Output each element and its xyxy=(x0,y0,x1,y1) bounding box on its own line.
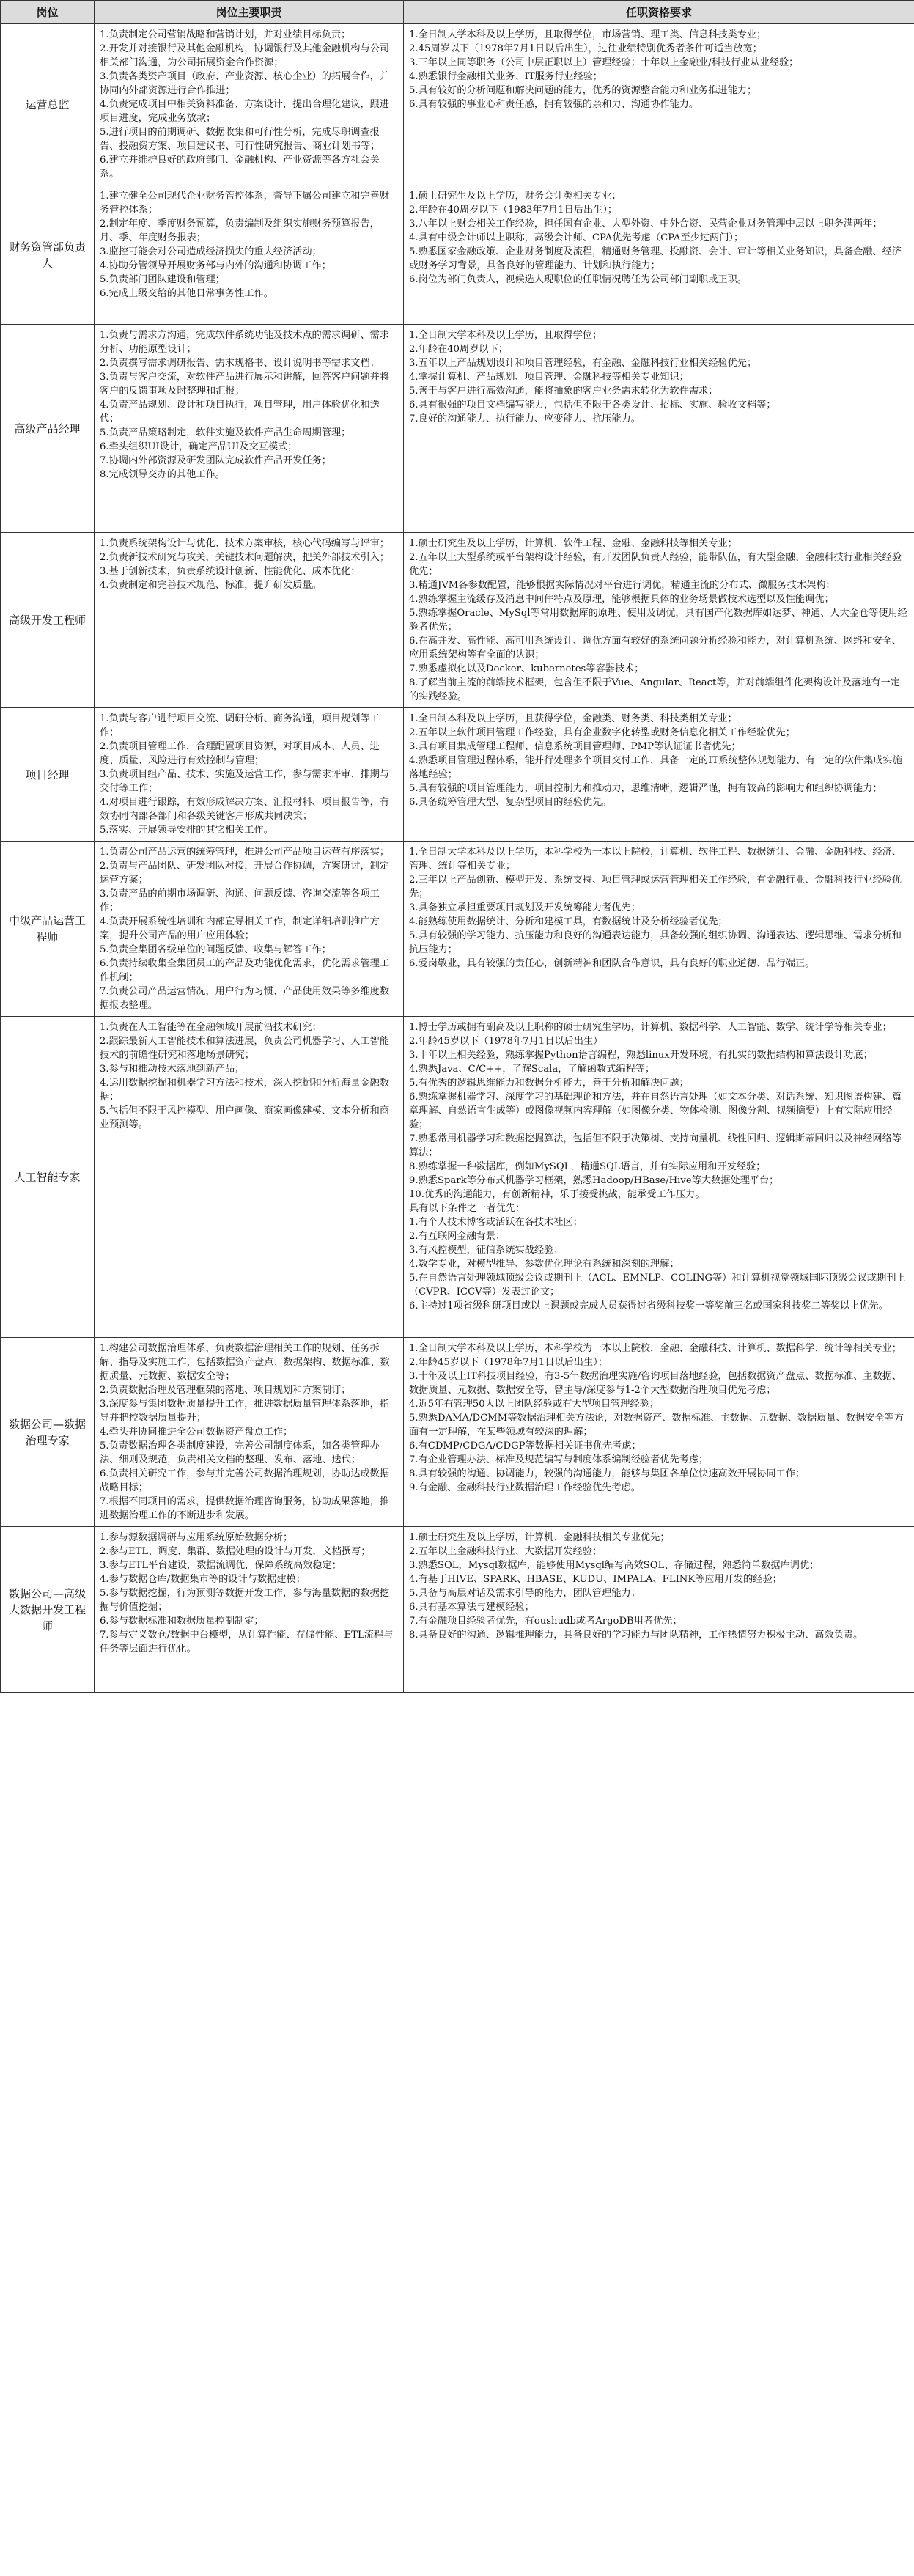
requirements-cell xyxy=(404,1017,914,1338)
duty-item: 4.对项目进行跟踪，有效形成解决方案、汇报材料、项目报告等，有效协同内部各部门和各级关键客户形成共同决策； xyxy=(100,797,390,822)
requirement-item: 4.熟练掌握主流缓存及消息中间件特点及原理，能够根据具体的业务场景做技术选型以及性能调优； xyxy=(409,594,834,605)
duty-item: 2.开发并对接银行及其他金融机构，协调银行及其他金融机构与公司相关部门沟通，为公司拓展资金合作资源； xyxy=(100,43,390,68)
requirement-item: 1.全日制本科及以上学历，且获得学位，金融类、财务类、科技类相关专业； xyxy=(409,713,737,724)
requirement-item: 1.全日制大学本科及以上学历，且取得学位； xyxy=(409,330,602,341)
duty-item: 5.落实、开展领导安排的其它相关工作。 xyxy=(100,825,273,836)
duty-item: 4.协助分管领导开展财务部与内外的沟通和协调工作； xyxy=(100,260,331,271)
requirement-item: 3.熟悉SQL，Mysql数据库，能够使用Mysql编写高效SQL、存储过程，熟悉简单数据库调优； xyxy=(409,1560,819,1571)
requirement-item: 3.具有项目集成管理工程师、信息系统项目管理师、PMP等认证证书者优先； xyxy=(409,741,741,752)
requirement-item: 1.全日制大学本科及以上学历，且取得学位，市场营销、理工类、信息科技类专业； xyxy=(409,29,767,40)
duty-item: 7.参与定义数仓/数据中台模型，从计算性能、存储性能、ETL流程与任务等层面进行优化。 xyxy=(100,1630,394,1655)
duty-item: 6.牵头组织UI设计，确定产品UI及交互模式； xyxy=(100,441,298,452)
requirement-item: 7.良好的沟通能力、执行能力、应变能力、抗压能力。 xyxy=(409,413,641,424)
position-cell: 高级开发工程师 xyxy=(1,533,95,708)
duty-item: 2.参与ETL、调度、集群、数据处理的设计与开发，文档撰写； xyxy=(100,1546,371,1557)
requirement-item: 4.熟悉Java、C/C++，了解Scala，了解函数式编程等； xyxy=(409,1064,655,1075)
requirements-cell xyxy=(404,708,914,842)
requirement-item: 3.五年以上产品规划设计和项目管理经验，有金融、金融科技行业相关经验优先； xyxy=(409,358,757,369)
requirement-item: 5.熟悉国家金融政策、企业财务制度及流程，精通财务管理、投融资、会计、审计等相关业务知识，具备金融、经济或财务学习背景，具备良好的管理能力、计划和执行能力； xyxy=(409,246,902,271)
duty-item: 3.负责与客户交流，对软件产品进行展示和讲解，回答客户问题并将客户的反馈事项及时整理和汇报； xyxy=(100,372,390,397)
duty-item: 5.包括但不限于风控模型、用户画像、商家画像建模、文本分析和商业预测等。 xyxy=(100,1105,390,1130)
requirement-item: 2.五年以上软件项目管理工作经验，具有企业数字化转型或财务信息化相关工作经验优先； xyxy=(409,727,795,738)
requirement-item: 6.岗位为部门负责人，视候选人现职位的任职情况聘任为公司部门副职或正职。 xyxy=(409,274,747,285)
position-cell: 中级产品运营工程师 xyxy=(1,842,95,1017)
duties-cell xyxy=(95,708,404,842)
header-requirements: 任职资格要求 xyxy=(404,1,914,24)
duty-item: 2.负责撰写需求调研报告、需求规格书、设计说明书等需求文档； xyxy=(100,358,380,369)
duty-item: 1.负责制定公司营销战略和营销计划，并对业绩目标负责； xyxy=(100,29,351,40)
position-cell: 运营总监 xyxy=(1,24,95,185)
requirement-item: 9.有金融、金融科技行业数据治理工作经验优先考虑。 xyxy=(409,1482,641,1493)
requirement-item: 7.熟悉虚拟化以及Docker、kubernetes等容器技术； xyxy=(409,663,644,674)
requirement-item: 3.十年以上相关经验，熟练掌握Python语言编程，熟悉linux开发环境，有扎实的数据结构和算法设计功底； xyxy=(409,1050,873,1061)
requirement-item: 4.掌握计算机、产品规划、项目管理、金融科技等相关专业知识； xyxy=(409,372,689,383)
requirement-item: 1.硕士研究生及以上学历，计算机、金融科技相关专业优先； xyxy=(409,1532,670,1543)
requirement-item: 4.数学专业，对模型推导、参数优化理论有系统和深刻的理解； xyxy=(409,1259,679,1270)
duty-item: 7.负责公司产品运营情况，用户行为习惯、产品使用效果等多维度数据报表整理。 xyxy=(100,986,390,1011)
requirement-item: 3.精通JVM各参数配置，能够根据实际情况对平台进行调优，精通主流的分布式、微服务技术架构； xyxy=(409,580,836,591)
requirement-item: 6.有CDMP/CDGA/CDGP等数据相关证书优先考虑； xyxy=(409,1440,641,1451)
requirements-cell xyxy=(404,533,914,708)
requirement-item: 2.三年以上产品创新、模型开发、系统支持、项目管理或运营管理相关工作经验，有金融行业、金融科技行业经验优先； xyxy=(409,875,902,899)
duty-item: 1.负责与需求方沟通，完成软件系统功能及技术点的需求调研、需求分析、功能原型设计； xyxy=(100,330,390,355)
table-row xyxy=(1,185,914,325)
requirement-item: 4.有基于HIVE、SPARK、HBASE、KUDU、IMPALA、FLINK等应用开发的经验； xyxy=(409,1574,782,1585)
duties-cell xyxy=(95,185,404,325)
requirement-item: 5.熟悉DAMA/DCMM等数据治理相关方法论，对数据资产、数据标准、主数据、元数据、数据质量、数据安全等方面有一定理解，在某些领域有较深的理解； xyxy=(409,1413,904,1438)
requirement-item: 4.熟悉银行金融相关业务、IT服务行业经验； xyxy=(409,71,602,82)
requirement-item: 7.有金融项目经验者优先，有oushudb或者ArgoDB用者优先； xyxy=(409,1616,682,1627)
duty-item: 5.负责部门团队建设和管理； xyxy=(100,274,225,285)
requirement-item: 5.有优秀的逻辑思维能力和数据分析能力，善于分析和解决问题； xyxy=(409,1078,689,1089)
table-row xyxy=(1,325,914,533)
duty-item: 5.进行项目的前期调研、数据收集和可行性分析，完成尽职调查报告、投融资方案、项目建议书、可行性研究报告、商业计划书等； xyxy=(100,127,380,152)
duty-item: 4.参与数据仓库/数据集市等的设计与数据建模； xyxy=(100,1574,306,1585)
requirement-item: 7.有企业管理办法、标准及规范编写与制度体系编制经验者优先考虑； xyxy=(409,1454,709,1465)
requirement-item: 5.善于与客户进行高效沟通，能将抽象的客户业务需求转化为软件需求； xyxy=(409,386,718,397)
duty-item: 3.基于创新技术，负责系统设计创新、性能优化、成本优化； xyxy=(100,566,361,577)
duty-item: 1.负责公司产品运营的统筹管理，推进公司产品项目运营有序落实； xyxy=(100,847,390,858)
requirement-item: 2.五年以上大型系统或平台架构设计经验，有开发团队负责人经验，能带队伍，有大型金融、金融科技行业相关经验优先； xyxy=(409,552,902,577)
duty-item: 4.负责制定和完善技术规范、标准，提升研发质量。 xyxy=(100,580,322,591)
duty-item: 3.深度参与集团数据质量提升工作，推进数据质量管理体系落地，指导并把控数据质量提升； xyxy=(100,1399,390,1424)
requirement-item: 2.年龄45岁以下（1978年7月1日以后出生） xyxy=(409,1036,603,1047)
requirement-item: 1.硕士研究生及以上学历，计算机、软件工程、金融、金融科技等相关专业； xyxy=(409,538,737,549)
requirement-item: 6.主持过1项省级科研项目或以上课题或完成人员获得过省级科技奖一等奖前三名或国家科技奖二等奖以上优先。 xyxy=(409,1300,888,1311)
requirement-item: 2.年龄45岁以下（1978年7月1日以后出生）； xyxy=(409,1357,608,1368)
requirement-item: 6.具有较强的事业心和责任感，拥有较强的亲和力、沟通协作能力。 xyxy=(409,99,699,110)
table-row xyxy=(1,24,914,185)
duty-item: 1.负责与客户进行项目交流、调研分析、商务沟通，项目规划等工作； xyxy=(100,713,380,738)
duty-item: 4.运用数据挖掘和机器学习方法和技术，深入挖掘和分析海量金融数据； xyxy=(100,1078,390,1103)
duty-item: 4.负责产品规划、设计和项目执行，项目管理，用户体验优化和迭代； xyxy=(100,400,380,424)
duty-item: 4.负责完成项目中相关资料准备、方案设计，提出合理化建议，跟进项目进度，完成业务放款； xyxy=(100,99,390,124)
requirement-item: 1.博士学历或拥有副高及以上职称的硕士研究生学历，计算机、数据科学、人工智能、数学、统计学等相关专业； xyxy=(409,1022,892,1033)
duty-item: 1.构建公司数据治理体系，负责数据治理相关工作的规划、任务拆解、指导及实施工作，包括数据资产盘点、数据架构、数据标准、数据质量、元数据、数据安全等； xyxy=(100,1343,390,1382)
requirement-item: 6.熟练掌握机器学习、深度学习的基础理论和方法，并在自然语言处理（如文本分类、对话系统、知识图谱构建、篇章理解、自然语言生成等）或图像视频内容理解（如图像分类、物体检测、图像分割、视频摘要）上有实际应用经验； xyxy=(409,1092,902,1130)
position-cell: 财务资管部负责人 xyxy=(1,185,95,325)
duty-item: 6.负责持续收集全集团员工的产品及功能优化需求，优化需求管理工作机制； xyxy=(100,958,390,983)
position-cell: 人工智能专家 xyxy=(1,1017,95,1338)
requirement-item: 2.年龄在40周岁以下； xyxy=(409,344,508,355)
requirement-item: 8.了解当前主流的前端技术框架，包含但不限于Vue、Angular、React等，并对前端组件化架构设计及落地有一定的实践经验。 xyxy=(409,677,900,702)
duty-item: 3.负责产品的前期市场调研、沟通、问题反馈、咨询交流等各项工作； xyxy=(100,888,380,913)
table-row xyxy=(1,1017,914,1338)
requirement-item: 3.十年及以上IT科技项目经验，有3-5年数据治理实施/咨询项目落地经验，包括数据资产盘点、数据标准、主数据、数据质量、元数据、数据安全等，曾主导/深度参与1-2个大型数据治理项目优先考虑； xyxy=(409,1371,902,1396)
requirement-item: 5.具有较好的分析问题和解决问题的能力，优秀的资源整合能力和业务推进能力； xyxy=(409,85,757,96)
duty-item: 5.负责全集团各级单位的问题反馈、收集与解答工作； xyxy=(100,944,331,955)
table-row xyxy=(1,708,914,842)
requirement-item: 7.熟悉常用机器学习和数据挖掘算法，包括但不限于决策树、支持向量机、线性回归、逻辑斯蒂回归以及神经网络等算法； xyxy=(409,1133,902,1158)
requirement-item: 1.有个人技术博客或活跃在各技术社区； xyxy=(409,1217,583,1228)
duty-item: 2.负责新技术研究与攻关，关键技术问题解决，把关外部技术引入； xyxy=(100,552,390,563)
requirement-item: 2.有互联网金融背景； xyxy=(409,1231,506,1242)
duty-item: 2.负责数据治理及管理框架的落地、项目规划和方案制订； xyxy=(100,1385,351,1396)
duties-cell xyxy=(95,24,404,185)
requirements-cell xyxy=(404,842,914,1017)
duty-item: 5.负责产品策略制定，软件实施及软件产品生命周期管理； xyxy=(100,427,351,438)
requirement-item: 3.具备独立承担重要项目规划及开发统筹能力者优先； xyxy=(409,902,641,913)
requirement-item: 6.爱岗敬业，具有较强的责任心，创新精神和团队合作意识，具有良好的职业道德、品行端正。 xyxy=(409,958,815,969)
requirement-item: 8.具备良好的沟通、逻辑推理能力，具备良好的学习能力与团队精神，工作热情努力积极主动、高效负责。 xyxy=(409,1630,863,1641)
duty-item: 3.监控可能会对公司造成经济损失的重大经济活动； xyxy=(100,246,322,257)
requirement-item: 4.能熟练使用数据统计、分析和建模工具，有数据统计及分析经验者优先； xyxy=(409,916,728,927)
duty-item: 6.建立并维护良好的政府部门、金融机构、产业资源等各方社会关系。 xyxy=(100,155,380,180)
duties-cell xyxy=(95,325,404,533)
position-cell: 数据公司—高级大数据开发工程师 xyxy=(1,1527,95,1693)
duty-item: 2.负责项目管理工作，合理配置项目资源，对项目成本、人员、进度、质量、风险进行有效控制与管理； xyxy=(100,741,380,766)
requirement-item: 8.熟练掌握一种数据库，例如MySQL，精通SQL语言，并有实际应用和开发经验； xyxy=(409,1161,766,1172)
duties-cell xyxy=(95,1017,404,1338)
table-body xyxy=(1,24,914,1693)
duty-item: 4.负责开展系统性培训和内部宣导相关工作，制定详细培训推广方案，提升公司产品的用户应用体验； xyxy=(100,916,380,941)
duty-item: 7.根据不同项目的需求，提供数据治理咨询服务，协助成果落地，推进数据治理工作的不断进步和发展。 xyxy=(100,1496,390,1521)
requirement-item: 具有以下条件之一者优先： xyxy=(409,1203,526,1214)
requirement-item: 6.具备统筹管理大型、复杂型项目的经验优先。 xyxy=(409,797,612,808)
position-cell: 数据公司—数据治理专家 xyxy=(1,1338,95,1527)
requirement-item: 4.近5年有管理50人以上团队经验或有大型项目管理经验； xyxy=(409,1399,660,1410)
requirement-item: 2.45周岁以下（1978年7月1日以后出生），过往业绩特别优秀者条件可适当放宽； xyxy=(409,43,762,54)
requirement-item: 2.五年以上金融科技行业、大数据开发经验； xyxy=(409,1546,602,1557)
header-duties: 岗位主要职责 xyxy=(95,1,404,24)
requirement-item: 3.八年以上财会相关工作经验，担任国有企业、大型外资、中外合资、民营企业财务管理中层以上职务满两年； xyxy=(409,218,882,229)
duty-item: 2.跟踪最新人工智能技术和算法进展，负责公司机器学习、人工智能技术的前瞻性研究和落地场景研究； xyxy=(100,1036,390,1061)
requirement-item: 9.熟悉Spark等分布式机器学习框架，熟悉Hadoop/HBase/Hive等大数据处理平台； xyxy=(409,1175,779,1186)
header-position: 岗位 xyxy=(1,1,95,24)
requirements-cell xyxy=(404,1527,914,1693)
requirement-item: 8.具有较强的沟通、协调能力，较强的沟通能力，能够与集团各单位快速高效开展协同工作； xyxy=(409,1468,806,1479)
table-row xyxy=(1,533,914,708)
requirement-item: 5.具有较强的学习能力、抗压能力和良好的沟通表达能力，具备较强的组织协调、沟通表达、逻辑思维、需求分析和抗压能力； xyxy=(409,930,902,955)
duty-item: 2.制定年度、季度财务预算，负责编制及组织实施财务预算报告，月、季、年度财务报表； xyxy=(100,218,380,243)
requirements-cell xyxy=(404,1338,914,1527)
table-row xyxy=(1,1527,914,1693)
duty-item: 8.完成领导交办的其他工作。 xyxy=(100,469,225,480)
requirement-item: 5.具有较强的项目管理能力，项目控制力和推动力，思维清晰，逻辑严谨，拥有较高的影响力和组织协调能力； xyxy=(409,783,882,794)
duties-cell xyxy=(95,842,404,1017)
requirement-item: 3.三年以上同等职务（公司中层正职以上）管理经验；十年以上金融业/科技行业从业经验； xyxy=(409,57,799,68)
position-cell: 高级产品经理 xyxy=(1,325,95,533)
requirement-item: 1.全日制大学本科及以上学历，本科学校为一本以上院校，金融、金融科技、计算机、数据科学、统计等相关专业； xyxy=(409,1343,902,1354)
requirement-item: 4.熟悉项目管理过程体系，能并行处理多个项目交付工作，具备一定的IT系统整体规划能力、有一定的软件集成实施落地经验； xyxy=(409,755,902,780)
requirement-item: 1.硕士研究生及以上学历，财务会计类相关专业； xyxy=(409,191,622,202)
duty-item: 6.负责相关研究工作，参与并完善公司数据治理规划，协助达成数据战略目标； xyxy=(100,1468,390,1493)
requirement-item: 2.年龄在40周岁以下（1983年7月1日后出生）； xyxy=(409,205,618,216)
duty-item: 2.负责与产品团队、研发团队对接，开展合作协调，方案研讨，制定运营方案； xyxy=(100,861,390,886)
requirement-item: 4.具有中级会计师以上职称，高级会计师、CPA优先考虑（CPA至少过两门）； xyxy=(409,232,744,243)
requirements-cell xyxy=(404,24,914,185)
table-row xyxy=(1,1338,914,1527)
duty-item: 1.负责系统架构设计与优化、技术方案审核，核心代码编写与评审； xyxy=(100,538,390,549)
duty-item: 5.参与数据挖掘，行为预测等数据开发工作，参与海量数据的数据挖掘与价值挖掘； xyxy=(100,1588,390,1613)
requirement-item: 5.熟练掌握Oracle、MySql等常用数据库的原理、使用及调优，具有国产化数据库如达梦、神通、人大金仓等使用经验者优先； xyxy=(409,608,907,633)
duty-item: 1.负责在人工智能等在金融领域开展前沿技术研究； xyxy=(100,1022,322,1033)
duty-item: 1.建立健全公司现代企业财务管控体系，督导下属公司建立和完善财务管控体系； xyxy=(100,191,390,216)
requirement-item: 6.具有基本算法与建模经验； xyxy=(409,1602,534,1613)
requirement-item: 6.在高并发、高性能、高可用系统设计、调优方面有较好的系统问题分析经验和能力，对计算机系统、网络和安全、应用系统架构等有全面的认识； xyxy=(409,636,902,660)
duties-cell xyxy=(95,533,404,708)
table-row xyxy=(1,842,914,1017)
header-row xyxy=(1,1,914,24)
duty-item: 1.参与源数据调研与应用系统原始数据分析； xyxy=(100,1532,293,1543)
requirement-item: 6.具有很强的项目文档编写能力，包括但不限于各类设计、招标、实施、验收文档等； xyxy=(409,400,776,411)
requirement-item: 5.在自然语言处理领域顶级会议或期刊上（ACL、EMNLP、COLING等）和计算机视觉领域国际顶级会议或期刊上（CVPR、ICCV等）发表过论文； xyxy=(409,1273,906,1298)
duty-item: 6.参与数据标准和数据质量控制制定； xyxy=(100,1616,264,1627)
requirement-item: 3.有风控模型，征信系统实战经验； xyxy=(409,1245,564,1256)
duty-item: 3.负责项目组产品、技术、实施及运营工作，参与需求评审、排期与交付等工作； xyxy=(100,769,390,794)
requirement-item: 10.优秀的沟通能力，有创新精神，乐于接受挑战，能承受工作压力。 xyxy=(409,1189,705,1200)
duty-item: 7.协调内外部资源及研发团队完成软件产品开发任务； xyxy=(100,455,331,466)
requirements-cell xyxy=(404,325,914,533)
requirement-item: 5.具备与高层对话及需求引导的能力，团队管理能力； xyxy=(409,1588,641,1599)
duties-cell xyxy=(95,1527,404,1693)
duty-item: 3.参与ETL平台建设，数据流调优，保障系统高效稳定； xyxy=(100,1560,342,1571)
duties-cell xyxy=(95,1338,404,1527)
requirements-cell xyxy=(404,185,914,325)
requirement-item: 1.全日制大学本科及以上学历，本科学校为一本以上院校，计算机、软件工程、数据统计、金融、金融科技、经济、管理、统计等相关专业； xyxy=(409,847,902,872)
duty-item: 4.牵头并协同推进全公司数据资产盘点工作； xyxy=(100,1427,293,1438)
duty-item: 3.参与和推动技术落地到新产品； xyxy=(100,1064,245,1075)
position-cell: 项目经理 xyxy=(1,708,95,842)
duty-item: 6.完成上级交给的其他日常事务性工作。 xyxy=(100,288,273,299)
duty-item: 5.负责数据治理各类制度建设，完善公司制度体系，如各类管理办法、细则及规范，负责相关文档的整理、发布、落地、迭代； xyxy=(100,1440,380,1465)
duty-item: 3.负责各类资产项目（政府、产业资源、核心企业）的拓展合作，并协同内外部资源进行合作推进； xyxy=(100,71,390,96)
